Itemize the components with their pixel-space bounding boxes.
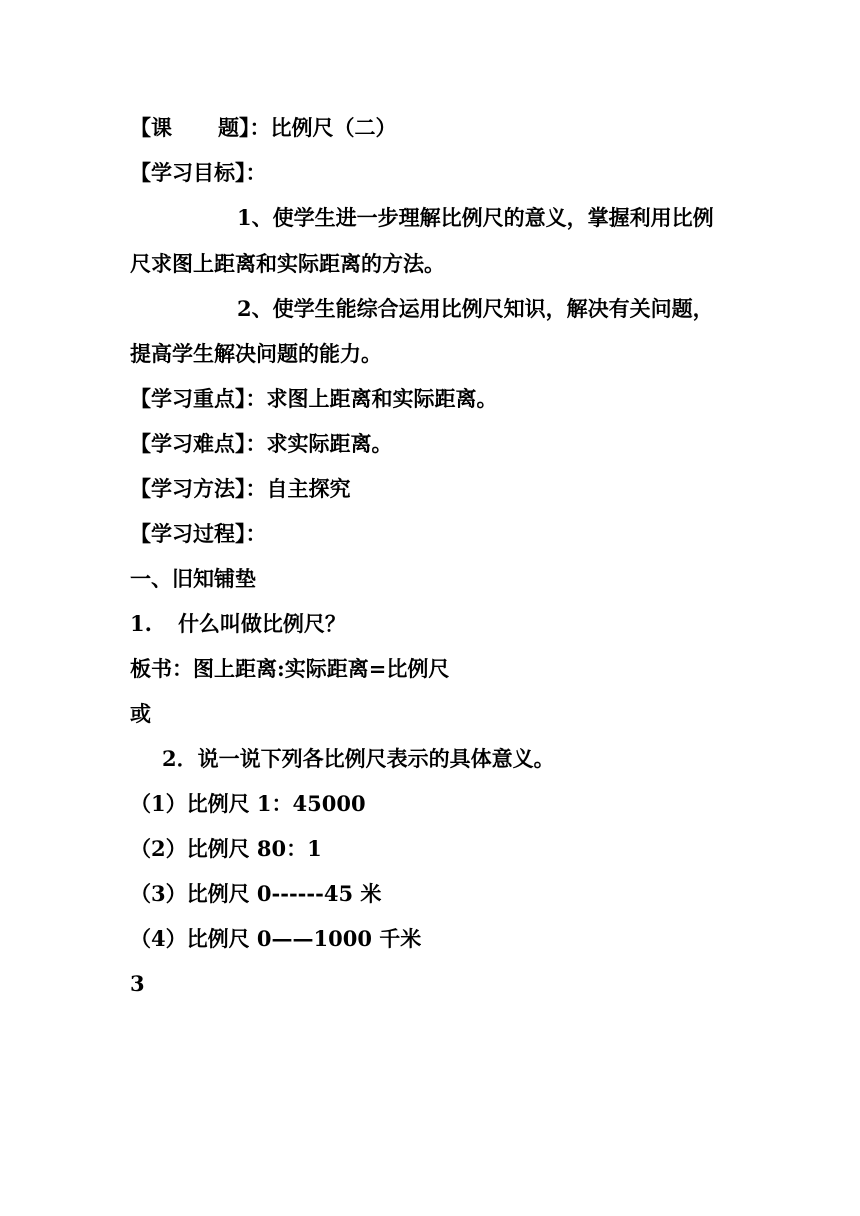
- item-3-number: 3: [130, 971, 145, 996]
- difficult-points-line: [130, 430, 393, 458]
- difficult-points-label: 【学习难点】: [130, 431, 246, 456]
- objectives-colon: ：: [245, 160, 267, 185]
- board-writing-line: 板书：图上距离:实际距离=比例尺: [130, 656, 450, 681]
- scale-item-1: （1）比例尺 1：45000: [130, 791, 366, 816]
- scale-item-2: （2）比例尺 80：1: [130, 836, 322, 861]
- key-points-label: 【学习重点】: [130, 386, 246, 411]
- objective-1-line-2: 尺求图上距离和实际距离的方法。: [130, 251, 445, 276]
- section-one-heading: 一、旧知铺垫: [130, 566, 256, 591]
- method-line: [130, 475, 351, 503]
- scale-item-4: （4）比例尺 0——1000 千米: [130, 926, 422, 951]
- key-points-line: [130, 385, 498, 413]
- objective-2-line-1: 2、使学生能综合运用比例尺知识，解决有关问题，: [237, 296, 714, 321]
- question-1-number: 1.: [130, 611, 152, 636]
- lesson-title-label-close: 题】: [218, 115, 250, 140]
- method-label: 【学习方法】: [130, 476, 246, 501]
- question-1-text: 什么叫做比例尺？: [177, 611, 346, 636]
- difficult-points-text: ：求实际距离。: [245, 431, 393, 456]
- process-label: 【学习过程】: [130, 521, 246, 546]
- lesson-title-line: [130, 114, 397, 142]
- key-points-text: ：求图上距离和实际距离。: [245, 386, 498, 411]
- question-1-line: [130, 610, 346, 638]
- scale-item-3: （3）比例尺 0------45 米: [130, 881, 382, 906]
- objectives-heading: [130, 159, 267, 187]
- or-line: 或: [130, 701, 151, 726]
- objectives-label: 【学习目标】: [130, 160, 246, 185]
- objective-2-line-2: 提高学生解决问题的能力。: [130, 341, 382, 366]
- method-text: ：自主探究: [245, 476, 351, 501]
- process-colon: ：: [245, 521, 267, 546]
- question-2-line: 2．说一说下列各比例尺表示的具体意义。: [162, 746, 555, 771]
- process-heading: [130, 520, 267, 548]
- lesson-title-label-open: 【课: [130, 115, 172, 140]
- objective-1-line-1: 1、使学生进一步理解比例尺的意义，掌握利用比例: [237, 205, 714, 230]
- lesson-title-text: ：比例尺（二）: [249, 115, 397, 140]
